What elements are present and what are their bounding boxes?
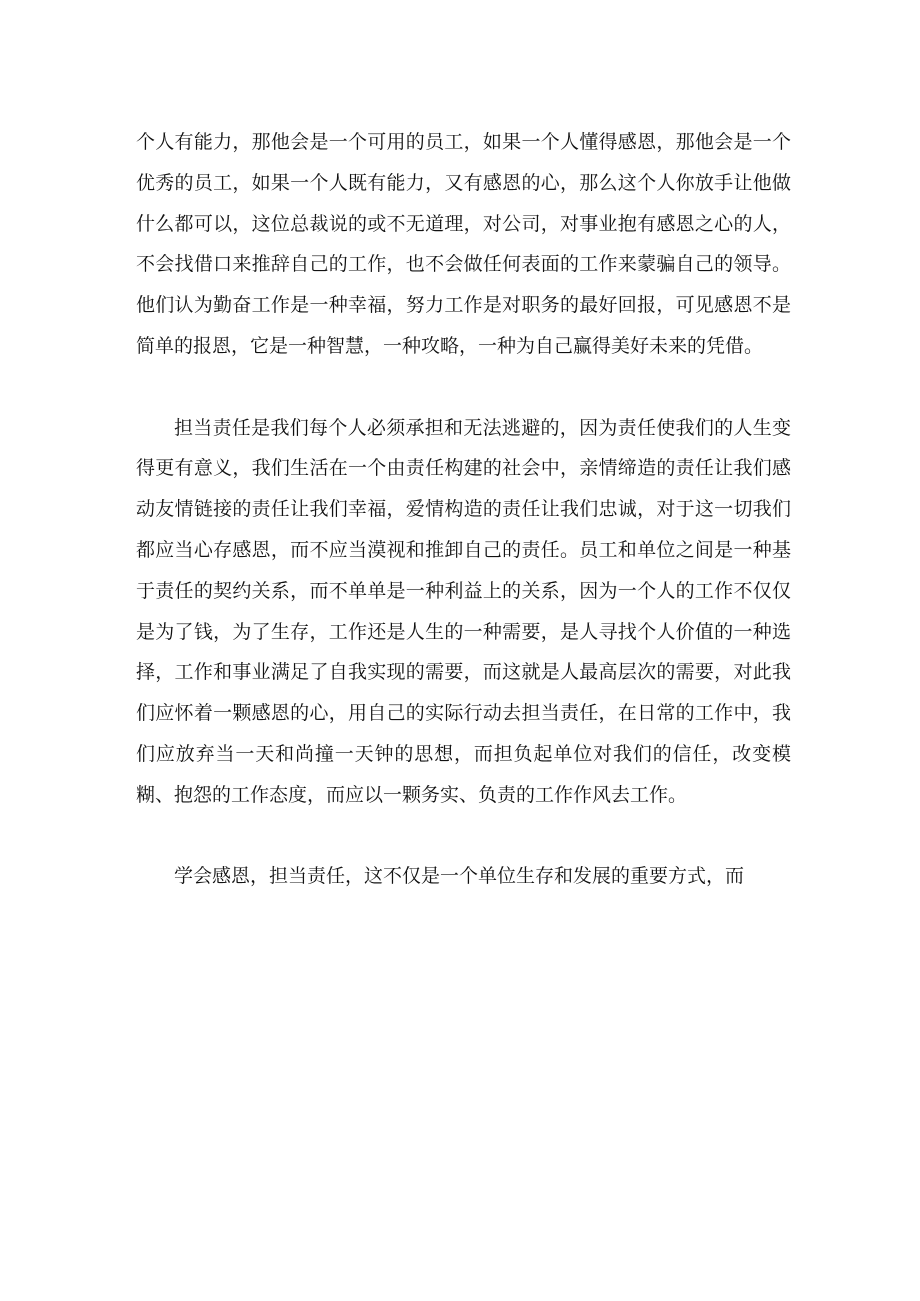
paragraph-2: 担当责任是我们每个人必须承担和无法逃避的，因为责任使我们的人生变得更有意义，我们生活在一个由责任构建的社会中，亲情缔造的责任让我们感动友情链接的责任让我们幸福，爱情构造的责任让我们忠诚，对于这一切我们都应当心存感恩，而不应当漠视和推卸自己的责任。员工和单位之间是一种基于责任的契约关系，而不单单是一种利益上的关系，因为一个人的工作不仅仅是为了钱，为了生存，工作还是人生的一种需要，是人寻找个人价值的一种选择，工作和事业满足了自我实现的需要，而这就是人最高层次的需要，对此我们应怀着一颗感恩的心，用自己的实际行动去担当责任，在日常的工作中，我们应放弃当一天和尚撞一天钟的思想，而担负起单位对我们的信任，改变模糊、抱怨的工作态度，而应以一颗务实、负责的工作作风去工作。 bbox=[136, 416, 791, 806]
document-body bbox=[136, 122, 791, 897]
paragraph-3: 学会感恩，担当责任，这不仅是一个单位生存和发展的重要方式，而 bbox=[174, 865, 745, 888]
paragraph-1: 个人有能力，那他会是一个可用的员工，如果一个人懂得感恩，那他会是一个优秀的员工，如果一个人既有能力，又有感恩的心，那么这个人你放手让他做什么都可以，这位总裁说的或不无道理，对公司，对事业抱有感恩之心的人，不会找借口来推辞自己的工作，也不会做任何表面的工作来蒙骗自己的领导。他们认为勤奋工作是一种幸福，努力工作是对职务的最好回报，可见感恩不是简单的报恩，它是一种智慧，一种攻略，一种为自己赢得美好未来的凭借。 bbox=[136, 131, 791, 357]
